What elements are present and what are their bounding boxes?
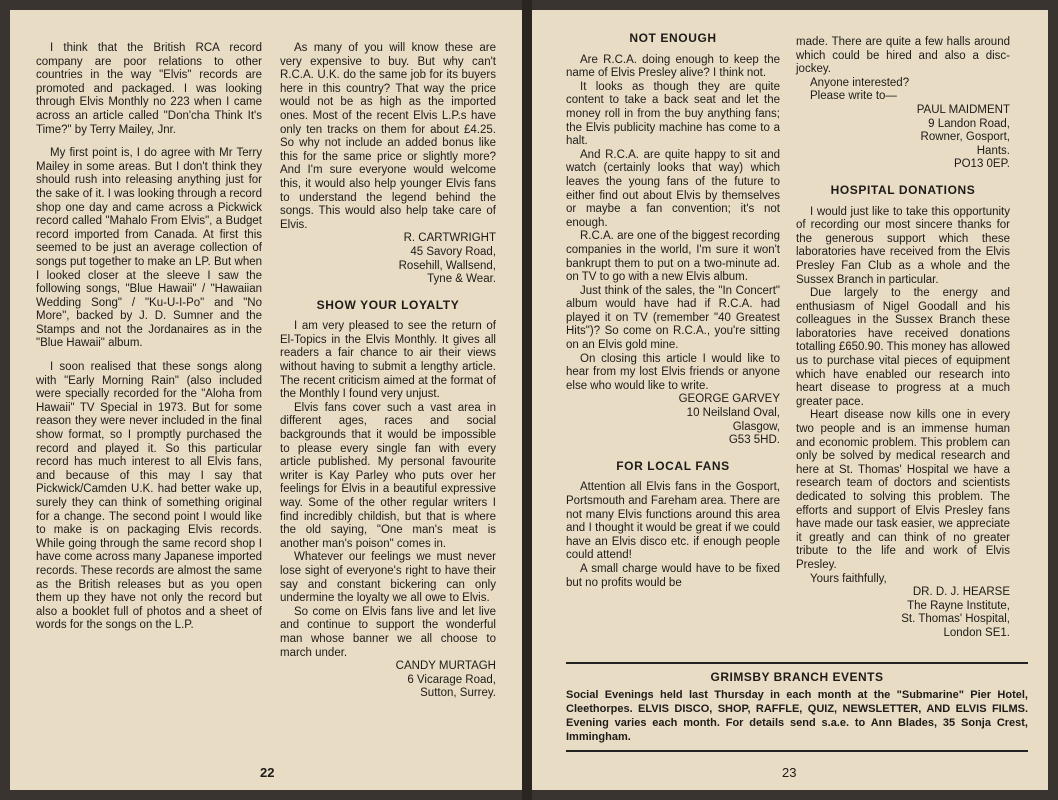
paragraph: It looks as though they are quite content to take a back seat and let the money roll in from the buy anything fans; the Elvis publicity machine has come to a halt. [566, 80, 780, 148]
signature-line: 9 Landon Road, [928, 117, 1010, 130]
events-body: Social Evenings held last Thursday in each month at the "Submarine" Pier Hotel, Cleethorpes. ELVIS DISCO, SHOP, RAFFLE, QUIZ, NEWSLETTER, AND ELVIS FILMS. Evening varies each month. For details send s.a.e. to Ann Blades, 35 Sonja Crest, Immingham. [566, 689, 1028, 743]
heading-hospital-donations: HOSPITAL DONATIONS [830, 182, 976, 197]
signature-line: 45 Savory Road, [410, 245, 496, 258]
paragraph: Please write to— [810, 90, 897, 103]
paragraph: Heart disease now kills one in every two people and is an immense human and economic problem. This problem can only be solved by medical research and here at St. Thomas' Hospital we have a research team of doctors and scientists dedicated to solving this problem. The efforts and support of Elvis Presley fans have made our task easier, we appreciate it greatly and can think of no greater tribute to the life and work of Elvis Presley. [796, 409, 1010, 571]
paragraph: On closing this article I would like to hear from my lost Elvis friends or anyone else who would like to write. [566, 352, 780, 392]
paragraph: Whatever our feelings we must never lose sight of everyone's right to have their say and constant bickering can only undermine the loyalty we all owe to Elvis. [280, 551, 496, 605]
paragraph: Attention all Elvis fans in the Gosport, Portsmouth and Fareham area. There are not many Elvis functions around this area and I thought it would be great if we could have an Elvis disco etc. if enough people could attend! [566, 481, 780, 562]
paragraph: My first point is, I do agree with Mr Terry Mailey in some areas. But I don't think they should rush into releasing anything just for the sake of it. I was looking through a record shop one day and came across a Pickwick record called "Mahalo From Elvis", a Budget record imported from Canada. At first this seemed to be just an average collection of songs put together to make an LP. But when I looked closer at the sleeve I saw the following songs, "Blue Hawaii" / "Hawaiian Wedding Song" / "Ku-U-I-Po" and "No More", backed by J. D. Sumner and the Stamps and not the Jordanaires as in the "Blue Hawaii" album. [36, 147, 262, 350]
signature-line: DR. D. J. HEARSE [912, 586, 1010, 599]
paragraph: I think that the British RCA record company are poor relations to other countries in the way "Elvis" records are promoted and packaged. I was looking through Elvis Monthly no 223 when I came across an article called "Don'cha Think It's Time?" by Terry Mailey, Jnr. [36, 42, 262, 136]
signature-line: GEORGE GARVEY [678, 393, 780, 406]
page-number: 23 [782, 765, 797, 780]
heading-grimsby-branch-events: GRIMSBY BRANCH EVENTS [710, 670, 884, 684]
signature-line: Sutton, Surrey. [420, 687, 496, 700]
signature-line: PO13 0EP. [953, 158, 1010, 171]
paragraph: A small charge would have to be fixed but no profits would be [566, 562, 780, 589]
page-number: 22 [260, 765, 275, 780]
heading-show-your-loyalty: SHOW YOUR LOYALTY [316, 297, 460, 312]
signature-garvey [566, 393, 780, 447]
signature-maidment [796, 104, 1010, 172]
paragraph: And R.C.A. are quite happy to sit and watch (certainly looks that way) which leaves the young fans of the future to either find out about Elvis by themselves or maybe a fan convention; it's not enough. [566, 148, 780, 229]
paragraph: Yours faithfully, [810, 572, 887, 585]
right-page [532, 10, 1048, 790]
signature-line: Rosehill, Wallsend, [398, 259, 496, 272]
left-page [10, 10, 522, 790]
paragraph: So come on Elvis fans live and let live and continue to support the wonderful man whose banner we all choose to march under. [280, 605, 496, 659]
paragraph: R.C.A. are one of the biggest recording companies in the world, I'm sure it won't bankrupt them to put on a two-minute ad. on TV to go with a new Elvis album. [566, 230, 780, 284]
paragraph: Just think of the sales, the "In Concert" album would have had if R.C.A. had played it on TV (remember "40 Greatest Hits")? So come on R.C.A., you're sitting on an Elvis gold mine. [566, 284, 780, 352]
signature-cartwright [280, 232, 496, 286]
signature-hearse [796, 586, 1010, 640]
heading-for-local-fans: FOR LOCAL FANS [616, 458, 730, 473]
paragraph: made. There are quite a few halls around which could be hired and also a disc-jockey. [796, 36, 1010, 76]
paragraph: Elvis fans cover such a vast area in different ages, races and social backgrounds that it would be impossible to please every single fan with every article published. My personal favourite writer is Kay Parley who puts over her feelings for Elvis in a beautiful expressive way. Some of the other regular writers I find incredibly childish, but that is where the old saying, "One man's meat is another man's poison" comes in. [280, 401, 496, 550]
page-gutter [522, 0, 532, 800]
signature-line: Rowner, Gosport, [920, 131, 1010, 144]
rule-bottom [566, 750, 1028, 752]
signature-line: The Rayne Institute, [907, 599, 1010, 612]
paragraph: I soon realised that these songs along with "Early Morning Rain" (also included were specially recorded for the "Aloha from Hawaii" TV Special in 1973. But for some reason they were never included in the final show format, so I promptly purchased the record and played it. So this particular record has much interest to all Elvis fans, and because of this may I say that Pickwick/Camden U.K. had better wake up, surely they can think of something original for a change. The second point I would like to make is on packaging Elvis records. While going through the same record shop I have come across many Japanese imported records. These records are almost the same as the British releases but as you open them up they have not only the record but also a booklet full of photos and a sheet of words for the songs on the L.P. [36, 361, 262, 632]
paragraph: Are R.C.A. doing enough to keep the name of Elvis Presley alive? I think not. [566, 53, 780, 80]
signature-line: Hants. [976, 144, 1010, 157]
signature-murtagh [280, 660, 496, 701]
grimsby-events-box [566, 662, 1028, 752]
signature-line: London SE1. [943, 626, 1010, 639]
signature-line: 10 Neilsland Oval, [686, 407, 780, 420]
signature-line: 6 Vicarage Road, [407, 673, 496, 686]
paragraph: Anyone interested? [810, 76, 910, 89]
signature-line: R. CARTWRIGHT [403, 232, 496, 245]
paragraph: I would just like to take this opportunity of recording our most sincere thanks for the generous support which these laboratories have received from the Elvis Presley Fan Club as a whole and the Sussex Branch in particular. [796, 205, 1010, 286]
signature-line: G53 5HD. [728, 434, 780, 447]
paragraph: As many of you will know these are very expensive to buy. But why can't R.C.A. U.K. do the same job for its buyers here in this country? That way the price would not be as high as the imported ones. Most of the recent Elvis L.P.s have only ten tracks on them for about £4.25. So why not include an added bonus like this for the same price or slightly more? And I'm sure everyone would welcome this, it would also help younger Elvis fans to understand the legend behind the songs. This would also help take care of Elvis. [280, 42, 496, 231]
signature-line: CANDY MURTAGH [395, 660, 496, 673]
paragraph: Due largely to the energy and enthusiasm of Nigel Goodall and his colleagues in the Sussex Branch these laboratories have received donations totalling £650.90. This money has allowed us to purchase vital pieces of equipment which have enabled our research into heart disease to progress at a much greater pace. [796, 287, 1010, 408]
signature-line: PAUL MAIDMENT [916, 103, 1010, 116]
heading-not-enough: NOT ENOUGH [629, 31, 717, 45]
right-column-2 [796, 36, 1010, 641]
rule-top [566, 662, 1028, 664]
signature-line: Tyne & Wear. [427, 273, 496, 286]
left-column-1 [36, 42, 262, 633]
right-column-1 [566, 32, 780, 590]
left-column-2 [280, 42, 496, 701]
signature-line: St. Thomas' Hospital, [901, 613, 1010, 626]
signature-line: Glasgow, [732, 420, 780, 433]
paragraph: I am very pleased to see the return of El-Topics in the Elvis Monthly. It gives all readers a fair chance to air their views without having to submit a lengthy article. The recent criticism aimed at the format of the Monthly I found very unjust. [280, 320, 496, 401]
